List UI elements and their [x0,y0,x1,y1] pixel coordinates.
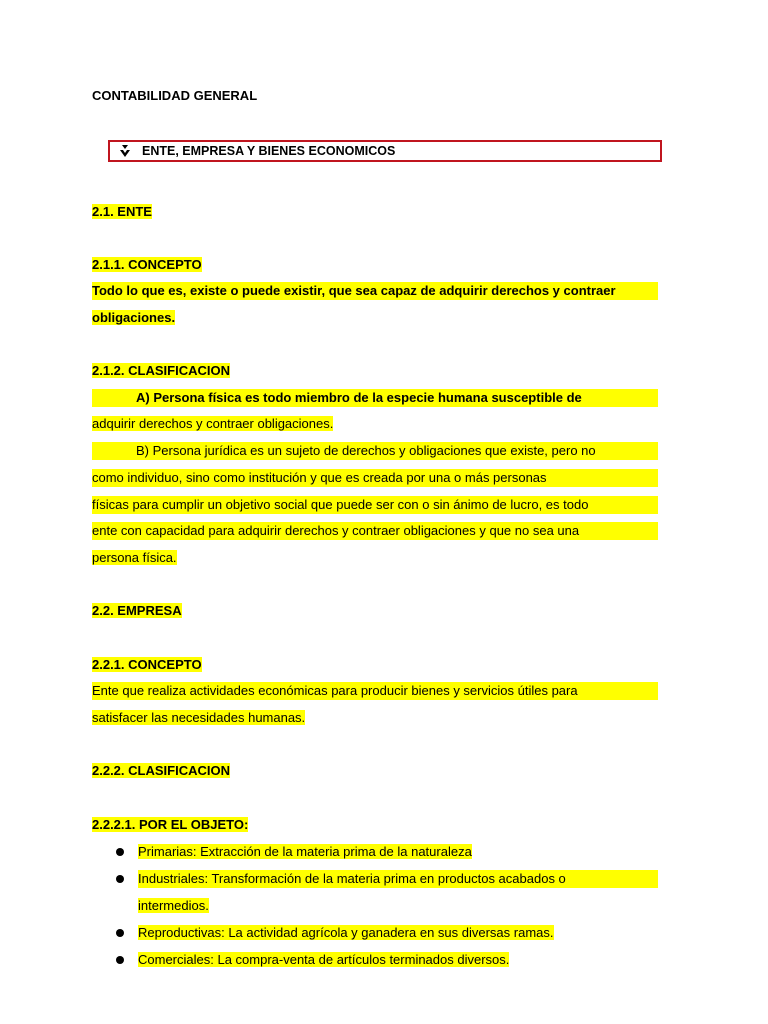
persona-juridica-line-1: B) Persona jurídica es un sujeto de derechos y obligaciones que existe, pero no [92,442,658,460]
arrow-down-icon [118,144,132,158]
persona-juridica-line-2: como individuo, sino como institución y que es creada por una o más personas [92,469,658,487]
heading-2-1: 2.1. ENTE [92,204,152,219]
section-heading-text: ENTE, EMPRESA Y BIENES ECONOMICOS [142,144,396,158]
concept-ente-line-2: obligaciones. [92,310,176,325]
bullet-reproductivas: Reproductivas: La actividad agrícola y ganadera en sus diversas ramas. [138,925,554,940]
heading-2-1-1: 2.1.1. CONCEPTO [92,257,202,272]
heading-2-2-1: 2.2.1. CONCEPTO [92,657,202,672]
bullet-dot [116,848,124,856]
concept-empresa-line-2: satisfacer las necesidades humanas. [92,710,306,725]
section-heading-box [108,140,662,162]
bullet-dot [116,929,124,937]
heading-2-2-2: 2.2.2. CLASIFICACION [92,763,230,778]
bullet-industriales-line-1: Industriales: Transformación de la materia prima en productos acabados o [138,870,658,888]
concept-ente-line-1: Todo lo que es, existe o puede existir, que sea capaz de adquirir derechos y contraer [92,282,658,300]
concept-empresa-line-1: Ente que realiza actividades económicas para producir bienes y servicios útiles para [92,682,658,700]
bullet-dot [116,956,124,964]
document-title: CONTABILIDAD GENERAL [92,88,258,103]
bullet-industriales-line-2: intermedios. [138,898,209,913]
heading-2-2-2-1: 2.2.2.1. POR EL OBJETO: [92,817,249,832]
heading-2-2: 2.2. EMPRESA [92,603,182,618]
persona-juridica-line-5: persona física. [92,550,177,565]
persona-fisica-line-2: adquirir derechos y contraer obligaciones. [92,416,334,431]
persona-juridica-line-3: físicas para cumplir un objetivo social que puede ser con o sin ánimo de lucro, es todo [92,496,658,514]
bullet-primarias: Primarias: Extracción de la materia prima de la naturaleza [138,844,472,859]
bullet-comerciales: Comerciales: La compra-venta de artículos terminados diversos. [138,952,510,967]
heading-2-1-2: 2.1.2. CLASIFICACION [92,363,230,378]
persona-fisica-line-1: A) Persona física es todo miembro de la especie humana susceptible de [92,389,658,407]
bullet-dot [116,875,124,883]
persona-juridica-line-4: ente con capacidad para adquirir derechos y contraer obligaciones y que no sea una [92,522,658,540]
